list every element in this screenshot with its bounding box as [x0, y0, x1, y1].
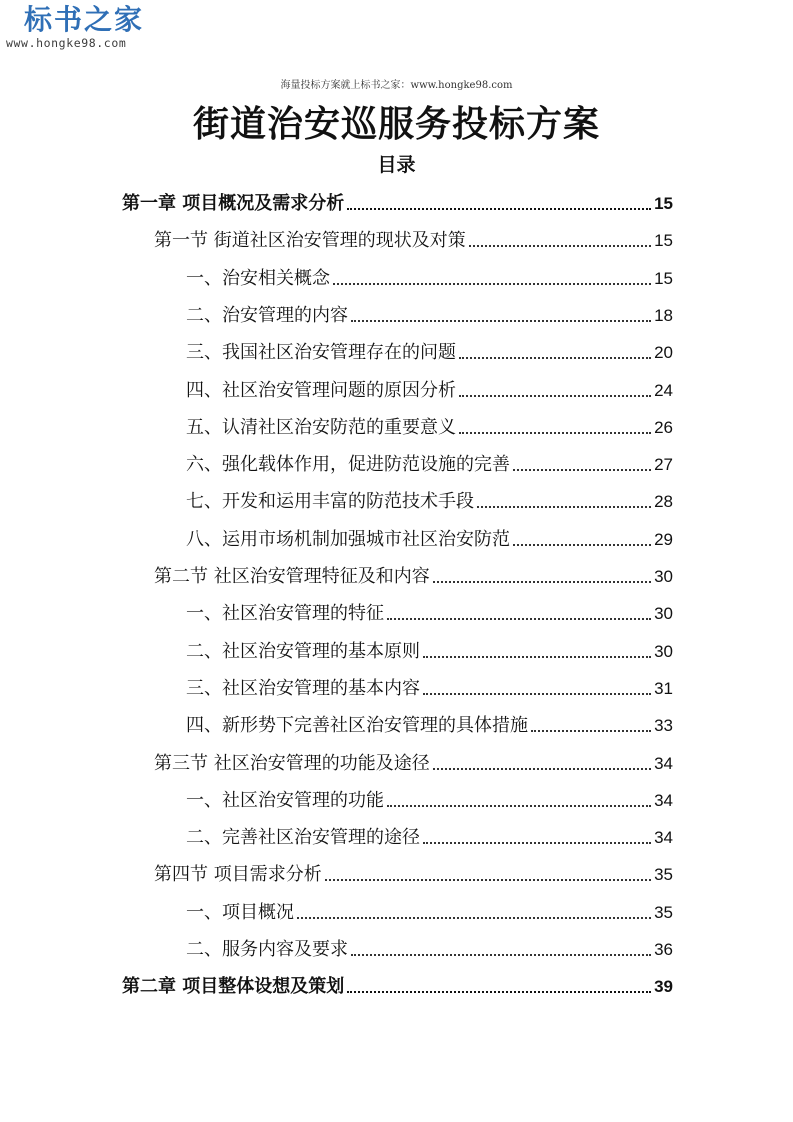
toc-leader-dots [387, 618, 651, 620]
toc-entry-page: 30 [654, 567, 673, 586]
toc-entry-page: 29 [654, 529, 673, 549]
toc-entry-page: 35 [654, 902, 673, 922]
toc-entry-page: 39 [654, 977, 673, 997]
toc-entry-page: 35 [654, 865, 673, 885]
toc-entry[interactable] [0, 563, 793, 589]
toc-entry-page: 15 [654, 231, 673, 251]
toc-entry-title: 第三节 社区治安管理的功能及途径 [154, 752, 430, 774]
toc-leader-dots [347, 991, 651, 993]
site-logo [6, 4, 166, 50]
toc-entry[interactable] [0, 824, 793, 850]
toc-entry[interactable] [0, 638, 793, 664]
toc-entry-title: 第四节 项目需求分析 [154, 864, 322, 886]
toc-entry-title: 四、新形势下完善社区治安管理的具体措施 [186, 715, 528, 737]
toc-entry-page: 36 [654, 940, 673, 959]
toc-entry-page: 33 [654, 716, 673, 736]
toc-entry[interactable] [0, 227, 793, 253]
toc-leader-dots [477, 506, 651, 508]
toc-leader-dots [351, 954, 651, 956]
toc-entry-page: 34 [654, 790, 673, 810]
toc-entry[interactable] [0, 712, 793, 738]
toc-leader-dots [297, 917, 651, 919]
toc-leader-dots [469, 245, 651, 247]
toc-entry[interactable] [0, 787, 793, 813]
toc-entry-title: 二、服务内容及要求 [186, 939, 348, 960]
toc-entry-page: 28 [654, 492, 673, 512]
toc-entry-title: 二、社区治安管理的基本原则 [186, 640, 420, 662]
toc-entry-title: 七、开发和运用丰富的防范技术手段 [186, 491, 474, 513]
header-note: 海量投标方案就上标书之家：www.hongke98.com [280, 80, 513, 91]
toc-entry-title: 第二章 项目整体设想及策划 [122, 976, 345, 998]
toc-entry-title: 一、治安相关概念 [186, 267, 330, 289]
toc-leader-dots [423, 656, 651, 658]
toc-leader-dots [433, 581, 651, 583]
toc-entry-page: 15 [654, 268, 673, 288]
toc-entry[interactable] [0, 339, 793, 365]
toc-entry[interactable] [0, 451, 793, 477]
toc-leader-dots [513, 469, 651, 471]
toc-entry[interactable] [0, 600, 793, 626]
toc-leader-dots [459, 432, 651, 434]
toc-leader-dots [423, 842, 651, 844]
logo-title: 标书之家 [24, 3, 145, 36]
toc-entry-page: 27 [654, 455, 673, 475]
toc-entry-page: 15 [654, 194, 673, 213]
toc-leader-dots [347, 208, 651, 210]
toc-entry-title: 第二节 社区治安管理特征及和内容 [154, 566, 430, 587]
toc-entry[interactable] [0, 861, 793, 887]
toc-entry-title: 二、治安管理的内容 [186, 304, 348, 326]
toc-entry-page: 20 [654, 343, 673, 363]
toc-entry-title: 五、认清社区治安防范的重要意义 [186, 416, 456, 438]
toc-entry-page: 34 [654, 753, 673, 773]
logo-url: www.hongke98.com [6, 36, 127, 50]
toc-entry[interactable] [0, 414, 793, 440]
toc-entry[interactable] [0, 377, 793, 403]
toc-entry-title: 八、运用市场机制加强城市社区治安防范 [186, 528, 510, 550]
toc-entry[interactable] [0, 936, 793, 962]
toc-leader-dots [325, 879, 651, 881]
toc-leader-dots [333, 283, 651, 285]
toc-leader-dots [423, 693, 651, 695]
toc-entry-title: 一、社区治安管理的特征 [186, 603, 384, 625]
toc-entry-page: 18 [654, 305, 673, 325]
toc-entry-page: 30 [654, 604, 673, 624]
toc-entry-page: 30 [654, 641, 673, 661]
toc-entry[interactable] [0, 750, 793, 776]
toc-entry-page: 31 [654, 678, 673, 698]
toc-entry[interactable] [0, 899, 793, 925]
toc-entry-page: 26 [654, 417, 673, 437]
toc-entry-title: 四、社区治安管理问题的原因分析 [186, 379, 456, 401]
toc-leader-dots [351, 320, 651, 322]
toc-entry-title: 第一节 街道社区治安管理的现状及对策 [154, 230, 466, 252]
toc-entry-title: 六、强化载体作用，促进防范设施的完善 [186, 454, 510, 476]
toc-entry-page: 24 [654, 380, 673, 400]
toc-entry[interactable] [0, 302, 793, 328]
toc-entry-title: 二、完善社区治安管理的途径 [186, 827, 420, 849]
toc-entry[interactable] [0, 526, 793, 552]
document-title: 街道治安巡服务投标方案 [192, 103, 600, 145]
toc-leader-dots [513, 544, 651, 546]
toc-leader-dots [433, 768, 651, 770]
toc-entry-title: 第一章 项目概况及需求分析 [122, 193, 345, 214]
toc-heading: 目录 [377, 154, 416, 176]
toc-entry-title: 三、社区治安管理的基本内容 [186, 677, 420, 699]
toc-entry[interactable] [0, 190, 793, 216]
toc-entry-title: 三、我国社区治安管理存在的问题 [186, 342, 456, 364]
toc-entry[interactable] [0, 973, 793, 999]
toc-leader-dots [459, 357, 651, 359]
toc-leader-dots [387, 805, 651, 807]
toc-entry[interactable] [0, 675, 793, 701]
toc-leader-dots [459, 395, 651, 397]
toc-entry[interactable] [0, 488, 793, 514]
toc-entry[interactable] [0, 265, 793, 291]
toc-entry-title: 一、项目概况 [186, 901, 294, 923]
toc-entry-title: 一、社区治安管理的功能 [186, 789, 384, 811]
toc-leader-dots [531, 730, 651, 732]
toc-entry-page: 34 [654, 828, 673, 848]
